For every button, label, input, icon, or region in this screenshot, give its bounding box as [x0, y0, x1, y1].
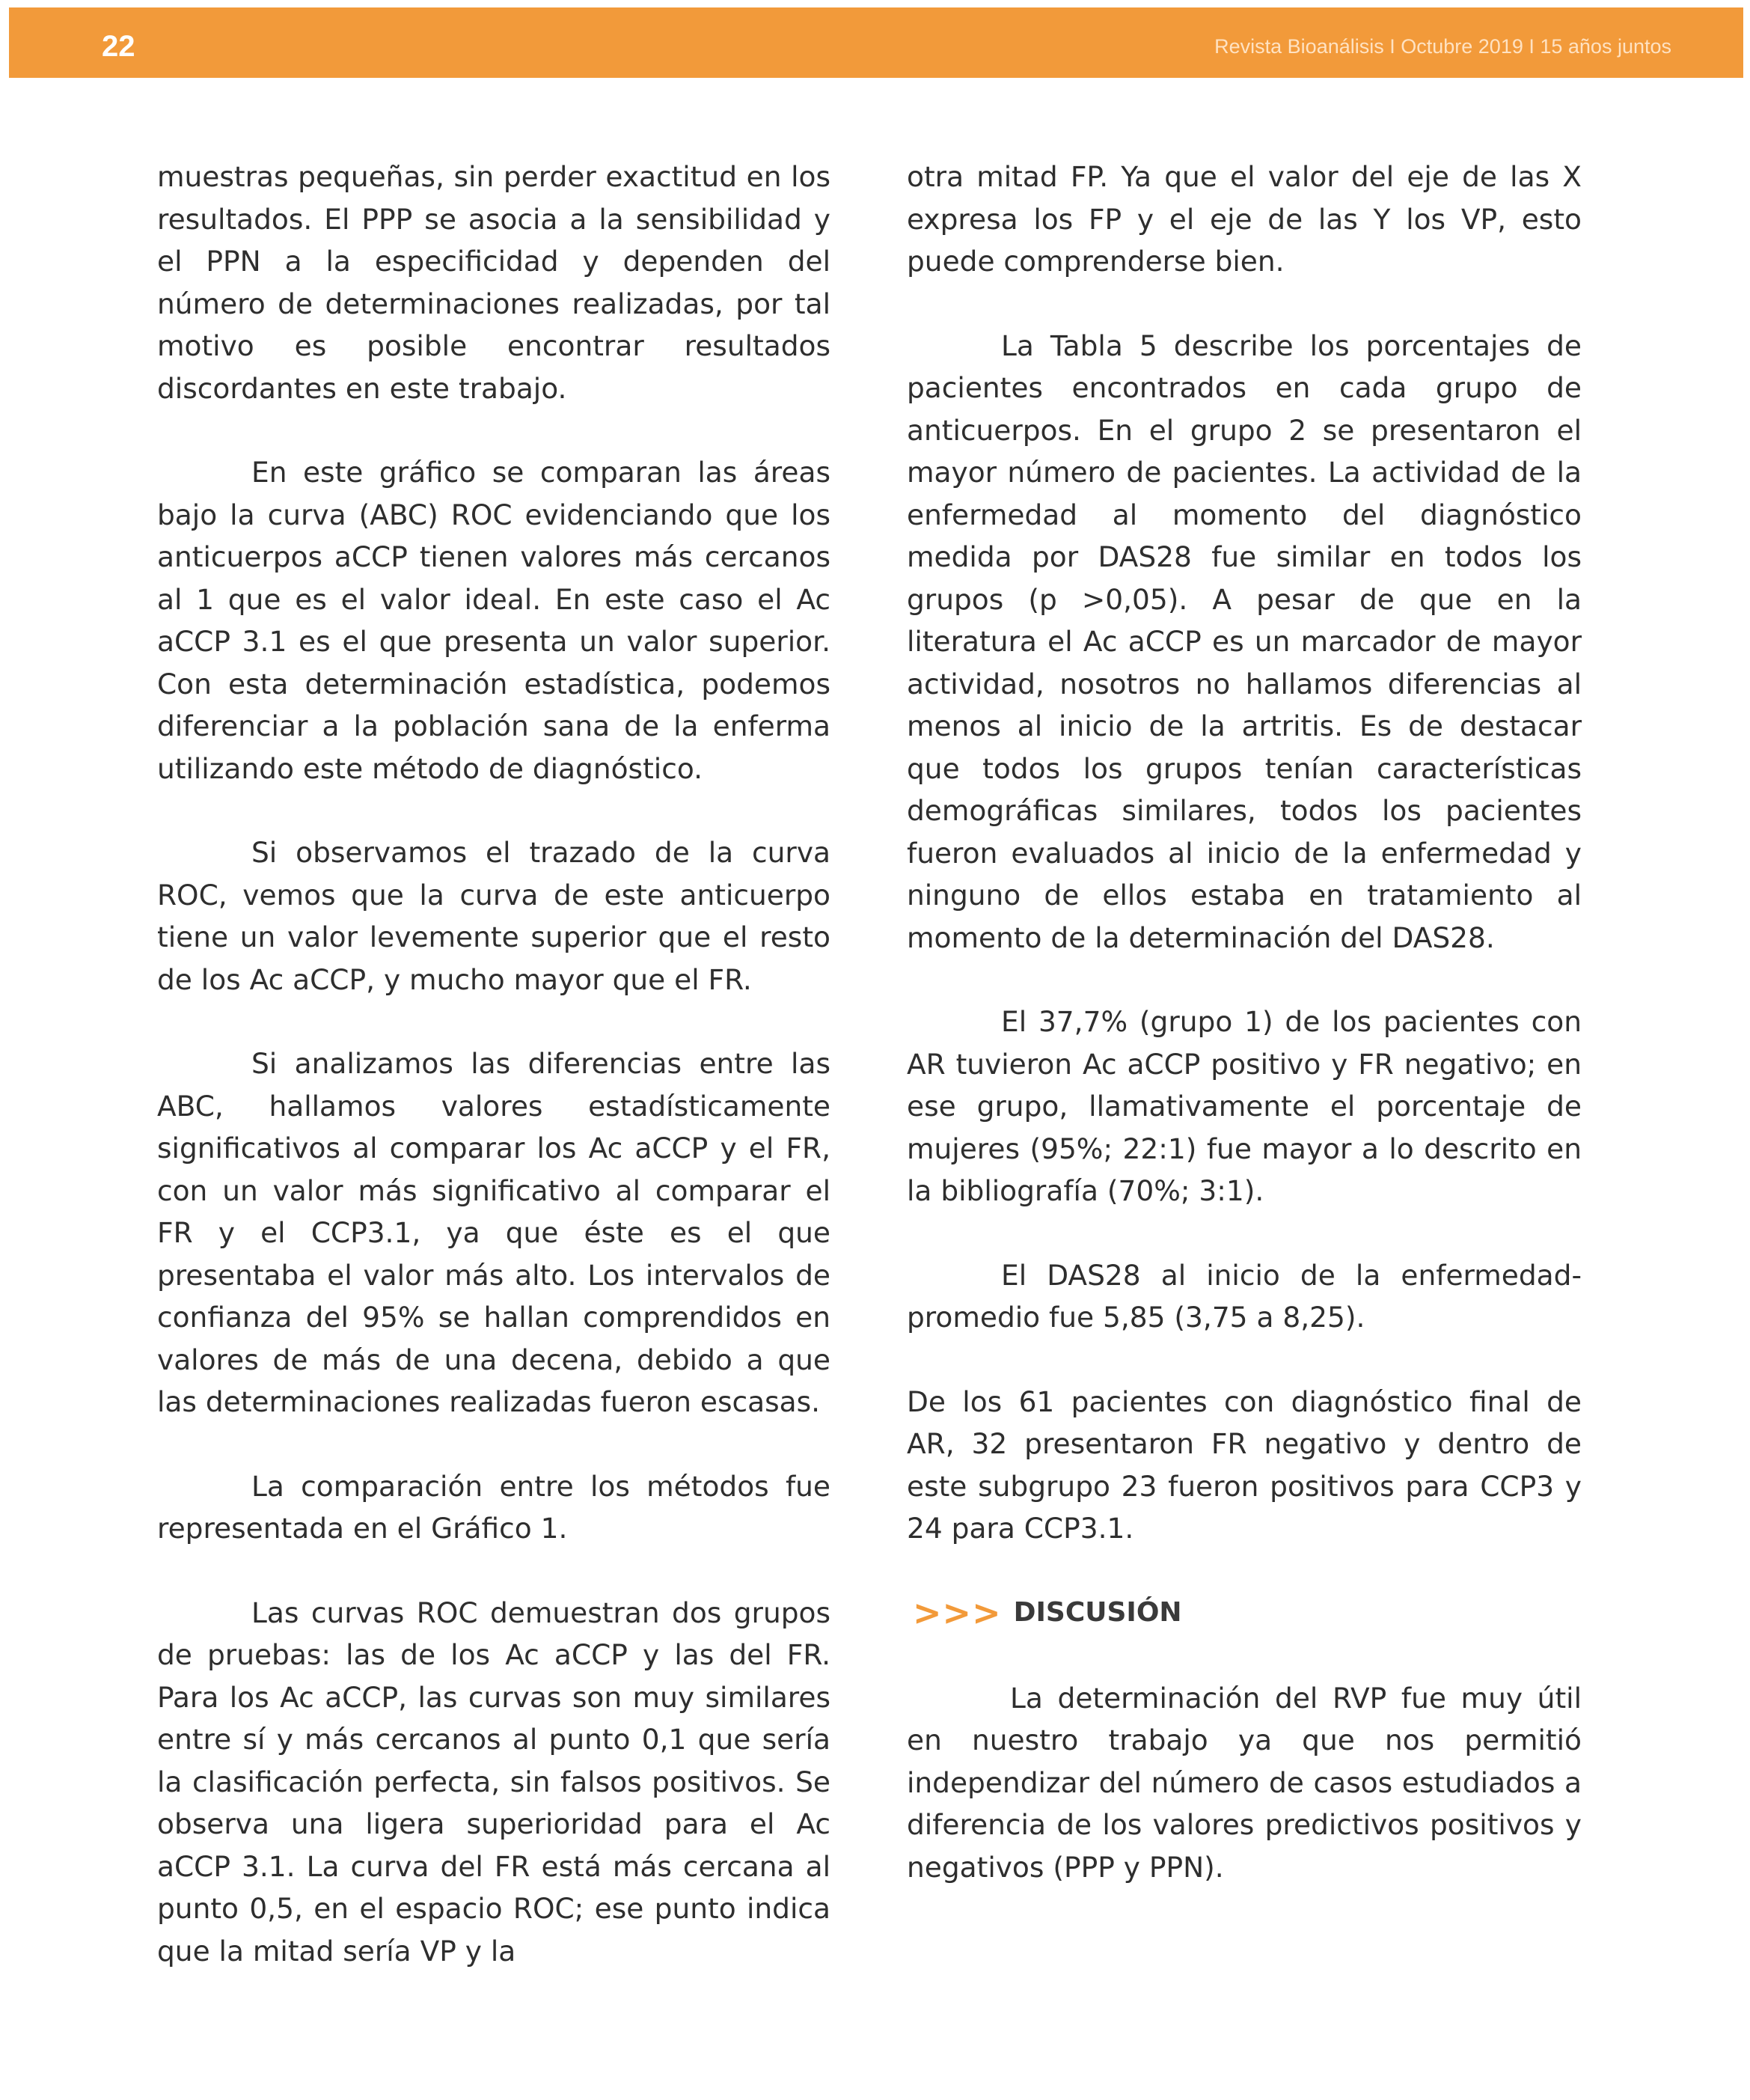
paragraph: Si observamos el trazado de la curva ROC, vemos que la curva de este anticuerpo tiene un valor levemente superior que el resto de los Ac aCCP, y mucho mayor que el FR.: [157, 836, 830, 996]
section-heading-discussion: [907, 1592, 1582, 1634]
header-bar: [9, 7, 1743, 78]
journal-title: Revista Bioanálisis I Octubre 2019 I 15 años juntos: [1214, 35, 1671, 58]
paragraph: La Tabla 5 describe los porcentajes de pacientes encontrados en cada grupo de anticuerpos. En el grupo 2 se presentaron el mayor número de pacientes. La actividad de la enfermedad al momento del diagnóstico medida por DAS28 fue similar en todos los grupos (p >0,05). A pesar de que en la literatura el Ac aCCP es un marcador de mayor actividad, nosotros no hallamos diferencias al menos al inicio de la artritis. Es de destacar que todos los grupos tenían características demográficas similares, todos los pacientes fueron evaluados al inicio de la enfermedad y ninguno de ellos estaba en tratamiento al momento de la determinación del DAS28.: [907, 329, 1582, 954]
paragraph: muestras pequeñas, sin perder exactitud en los resultados. El PPP se asocia a la sensibilidad y el PPN a la especificidad y dependen del número de determinaciones realizadas, por tal motivo es posible encontrar resultados discordantes en este trabajo.: [157, 160, 830, 405]
paragraph: En este gráfico se comparan las áreas bajo la curva (ABC) ROC evidenciando que los anticuerpos aCCP tienen valores más cercanos al 1 que es el valor ideal. En este caso el Ac aCCP 3.1 es el que presenta un valor superior. Con esta determinación estadística, podemos diferenciar a la población sana de la enferma utilizando este método de diagnóstico.: [157, 456, 830, 785]
page-number: 22: [102, 30, 135, 63]
paragraph: De los 61 pacientes con diagnóstico final de AR, 32 presentaron FR negativo y dentro de este subgrupo 23 fueron positivos para CCP3 y 24 para CCP3.1.: [907, 1385, 1582, 1545]
paragraph: La determinación del RVP fue muy útil en nuestro trabajo ya que nos permitió independizar del número de casos estudiados a diferencia de los valores predictivos positivos y negativos (PPP y PPN).: [907, 1681, 1582, 1884]
paragraph: Si analizamos las diferencias entre las ABC, hallamos valores estadísticamente significativos al comparar los Ac aCCP y el FR, con un valor más significativo al comparar el FR y el CCP3.1, ya que éste es el que presentaba el valor más alto. Los intervalos de confianza del 95% se hallan comprendidos en valores de más de una decena, debido a que las determinaciones realizadas fueron escasas.: [157, 1047, 830, 1418]
right-column: [907, 156, 1582, 1930]
paragraph: otra mitad FP. Ya que el valor del eje de las X expresa los FP y el eje de las Y los VP, esto puede comprenderse bien.: [907, 160, 1582, 278]
section-title: DISCUSIÓN: [1013, 1597, 1182, 1628]
left-column: [157, 156, 830, 2014]
paragraph: El DAS28 al inicio de la enfermedad-promedio fue 5,85 (3,75 a 8,25).: [907, 1258, 1582, 1334]
paragraph: Las curvas ROC demuestran dos grupos de pruebas: las de los Ac aCCP y las del FR. Para los Ac aCCP, las curvas son muy similares entre sí y más cercanos al punto 0,1 que sería la clasificación perfecta, sin falsos positivos. Se observa una ligera superioridad para el Ac aCCP 3.1. La curva del FR está más cercana al punto 0,5, en el espacio ROC; ese punto indica que la mitad sería VP y la: [157, 1596, 830, 1968]
paragraph: El 37,7% (grupo 1) de los pacientes con AR tuvieron Ac aCCP positivo y FR negativo; en ese grupo, llamativamente el porcentaje de mujeres (95%; 22:1) fue mayor a lo descrito en la bibliografía (70%; 3:1).: [907, 1005, 1582, 1207]
paragraph: La comparación entre los métodos fue representada en el Gráfico 1.: [157, 1469, 830, 1545]
chevron-right-icon: >>>: [913, 1592, 1002, 1633]
